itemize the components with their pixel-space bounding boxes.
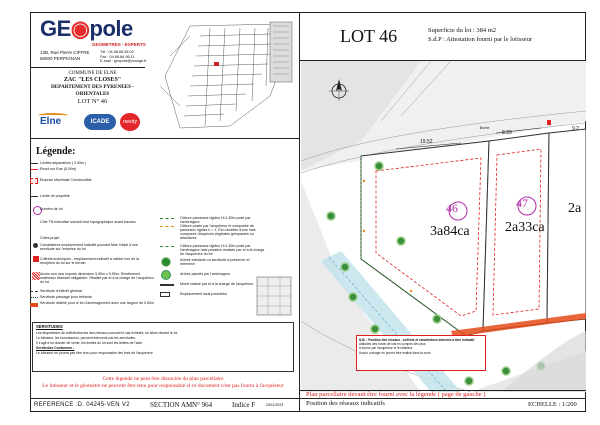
plan-footer-black: Position des réseaux indicatifs: [306, 400, 385, 407]
legend-item: Clôture posée par l'acquéreur et composée de panneaux rigides h = 1.70m doublée d'une haie composée d'espèces végétales grimpantes ou arbustives: [180, 224, 256, 240]
footer-number: N° 964: [192, 401, 213, 409]
logo-nexity: nexity: [120, 113, 140, 131]
legend-item: Servitude d'intérêt général.: [40, 289, 83, 293]
legend-item: Arbres plantés par l'aménageur: [180, 272, 231, 276]
legend-symbol: [160, 292, 170, 297]
notes-title: SERVITUDES: [36, 324, 63, 329]
legend-symbol: [160, 226, 174, 230]
legend-item: Muret réalisé par et à la charge de l'acquéreur: [180, 282, 254, 286]
company-address: 13B, Rue Pierre CIFFRE 66000 PERPIGNAN: [40, 50, 90, 61]
company-contact: Tél : 04.68.66.96.02 Fax : 04.68.66.96.11 E-mail : geopole@orange.fr: [100, 50, 147, 63]
legend-item: Candelabres emplacement indicatif pouvant faire l'objet d'une servitude sur l'emprise du lot: [40, 243, 138, 251]
legend-item: Emplacement local poubelles: [180, 292, 227, 296]
project-info: COMMUNE DE ELNE ZAC "LES CLOSES" DEPARTEMENT DES PYRENEES - ORIENTALES LOT N° 46: [50, 71, 135, 105]
location-map: [150, 16, 296, 136]
legend-item: Clôture panneaux rigides H=1.50m posé par l'aménageur haie privative réalisée par et à la charge de l'acquéreur du lot: [180, 244, 265, 256]
footer-reference: REFERENCE :D. 04245-VEN V2: [34, 402, 130, 408]
legend-item: Emprise Maximale Constructible: [40, 178, 92, 182]
legend-hatch-sample: [256, 276, 292, 316]
tree-planted-icon: [162, 271, 170, 279]
legend-symbol: [30, 178, 38, 184]
lot-title: LOT 46: [340, 26, 398, 46]
legend-item: Servitude établie pour le lot d'aménagement avec une largeur de 0.60m: [40, 301, 154, 305]
acces-icon: [32, 272, 40, 280]
legend-symbol: [160, 246, 174, 250]
company-tagline: GEOMETRES - EXPERTS: [92, 42, 146, 47]
divider: [30, 138, 300, 139]
divider: [30, 67, 145, 68]
footer-divider: [30, 398, 586, 399]
legend-item: Limite de propriété: [40, 194, 70, 198]
plan-scale: ECHELLE : 1/200: [528, 401, 577, 408]
legend-item: Arbres existants ou servitude à préserver et intervenir: [180, 258, 250, 266]
footer-section: SECTION AM: [150, 401, 193, 409]
lot48-code: 2a: [568, 201, 582, 216]
legend-title: Légende:: [36, 146, 76, 157]
lot46-number: 46: [446, 201, 458, 215]
legend-item: Coffrets techniques - emplacement indicatif à valider lors de la réception du lot sur le terrain: [40, 257, 140, 265]
notes-warning: Cette légende ne peut être dissociée du plan parcellaire Le lotisseur et le géomètre ne peuvent être tenu pour responsable si ce document n'est pas fourni à l'acquéreur: [42, 376, 284, 389]
company-logo: GE◉pole: [40, 16, 133, 41]
plan-note-box: N.B. : Position des réseaux , coffrets et candelabres données à titre indicatif Altitudes des fonds de lots en compris des plus à fournir par l'acquéreur et le lotisseur Aucun ouvrage ne pourra être réalisé dans la zone: [356, 335, 486, 371]
legend-item: Limites séparatives ( 3.00m ): [40, 161, 87, 165]
legend-item: Recul sur Rue (5.00m): [40, 167, 77, 171]
plan-footer-red: Plan parcellaire devant être fourni avec la légende ( page de gauche ): [306, 391, 486, 398]
legend-symbol: [160, 284, 174, 286]
lot46-code: 3a84ca: [430, 224, 470, 239]
legend-item: Accès non clos imposé dimension 5.50m x 5.50m. Revêtement matériaux drainant obligatoire. Réalisé par et à la charge de l'acquéreur du lot: [40, 272, 154, 284]
coffret-icon: [33, 256, 39, 262]
legend-item: Côtes projet: [40, 236, 60, 240]
legend-item: Numéro de lot: [40, 207, 63, 211]
legend-symbol: [30, 297, 38, 301]
legend-symbol: [30, 163, 38, 167]
legend-item: Côte TN indicative suivant levé topographique avant travaux: [40, 220, 136, 224]
logo-elne: Elne: [40, 116, 62, 127]
footer-date: 29/11/2023: [266, 403, 284, 407]
footer-index: Indice F: [232, 401, 256, 409]
legend-item: Clôture panneaux rigides H=1.50m posé par l'aménageur: [180, 216, 251, 224]
logo-icade: ICADE: [84, 114, 116, 130]
lot47-code: 2a33ca: [505, 220, 545, 235]
tree-existing-icon: [162, 258, 170, 266]
legend-symbol: [30, 303, 38, 307]
notes-lines: Les dispositions de coffrets/bornes des réseaux pouvant le cas échéant, se situer devant le lot Le lotisseur, les fournisseurs, peuvent intervenir par les servitudes Il s'agit d'un dossier de vente, les limites du lot sont les limites de l'acte Servitudes Conformes : Le lotisseur ne pourra pas être tenu pour responsable des frais de l'acquéreur: [36, 331, 178, 355]
legend-symbol: [160, 218, 174, 222]
dim-label: 8.99: [502, 130, 512, 136]
candelabre-icon: [33, 243, 38, 248]
dim-label: 9.2: [572, 126, 579, 132]
legend-symbol: [30, 196, 38, 200]
legend-symbol: [30, 169, 38, 173]
lot-surface: Superficie du lot : 384 m2 S.d.P : Attestation fourni par le lotisseur: [428, 27, 533, 43]
legend-symbol: [30, 291, 38, 295]
legend-item: Servitude passage pour tréfonds: [40, 295, 92, 299]
dim-label: 19.52: [420, 139, 433, 145]
elne-arc-icon: [38, 113, 68, 118]
borne-label: Borne: [480, 126, 490, 130]
lot47-number: 47: [516, 196, 528, 210]
